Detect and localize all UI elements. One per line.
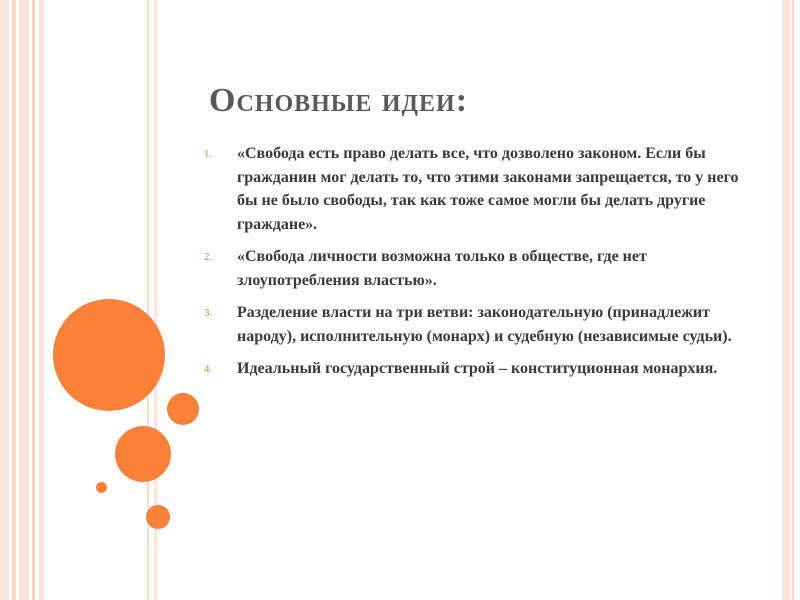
list-item-number: 4. <box>204 363 213 375</box>
decor-circle-tiny <box>96 482 107 493</box>
decor-circle-medium <box>167 393 199 425</box>
list-item-text: «Свобода есть право делать все, что дозволено законом. Если бы гражданин мог делать то, что этими законами запрещается, то у него бы не было свободы, так как тоже самое могли бы делать другие граждане». <box>237 145 739 233</box>
decor-circle-large <box>53 299 165 411</box>
decor-circle-small <box>146 505 170 529</box>
list-item <box>204 301 744 348</box>
slide-title: Основные идеи: <box>209 82 469 119</box>
decor-stripe <box>39 0 44 600</box>
list-item-text: «Свобода личности возможна только в обществе, где нет злоупотребления властью». <box>237 248 647 289</box>
list-item-number: 3. <box>204 307 213 319</box>
decor-stripe <box>19 0 29 600</box>
decor-stripe <box>782 0 790 600</box>
ideas-list <box>204 142 744 390</box>
decor-stripe <box>792 0 794 600</box>
list-item-number: 2. <box>204 251 213 263</box>
decor-stripe <box>32 0 35 600</box>
decor-stripe <box>12 0 16 600</box>
list-item-number: 1. <box>204 148 213 160</box>
decor-stripe <box>0 0 9 600</box>
list-item-text: Идеальный государственный строй – конституционная монархия. <box>237 360 718 377</box>
list-item-text: Разделение власти на три ветви: законодательную (принадлежит народу), исполнительную (монарх) и судебную (независимые судьи). <box>237 304 732 345</box>
decor-circle-medium <box>115 426 171 482</box>
list-item <box>204 142 744 236</box>
list-item <box>204 357 744 381</box>
list-item <box>204 245 744 292</box>
